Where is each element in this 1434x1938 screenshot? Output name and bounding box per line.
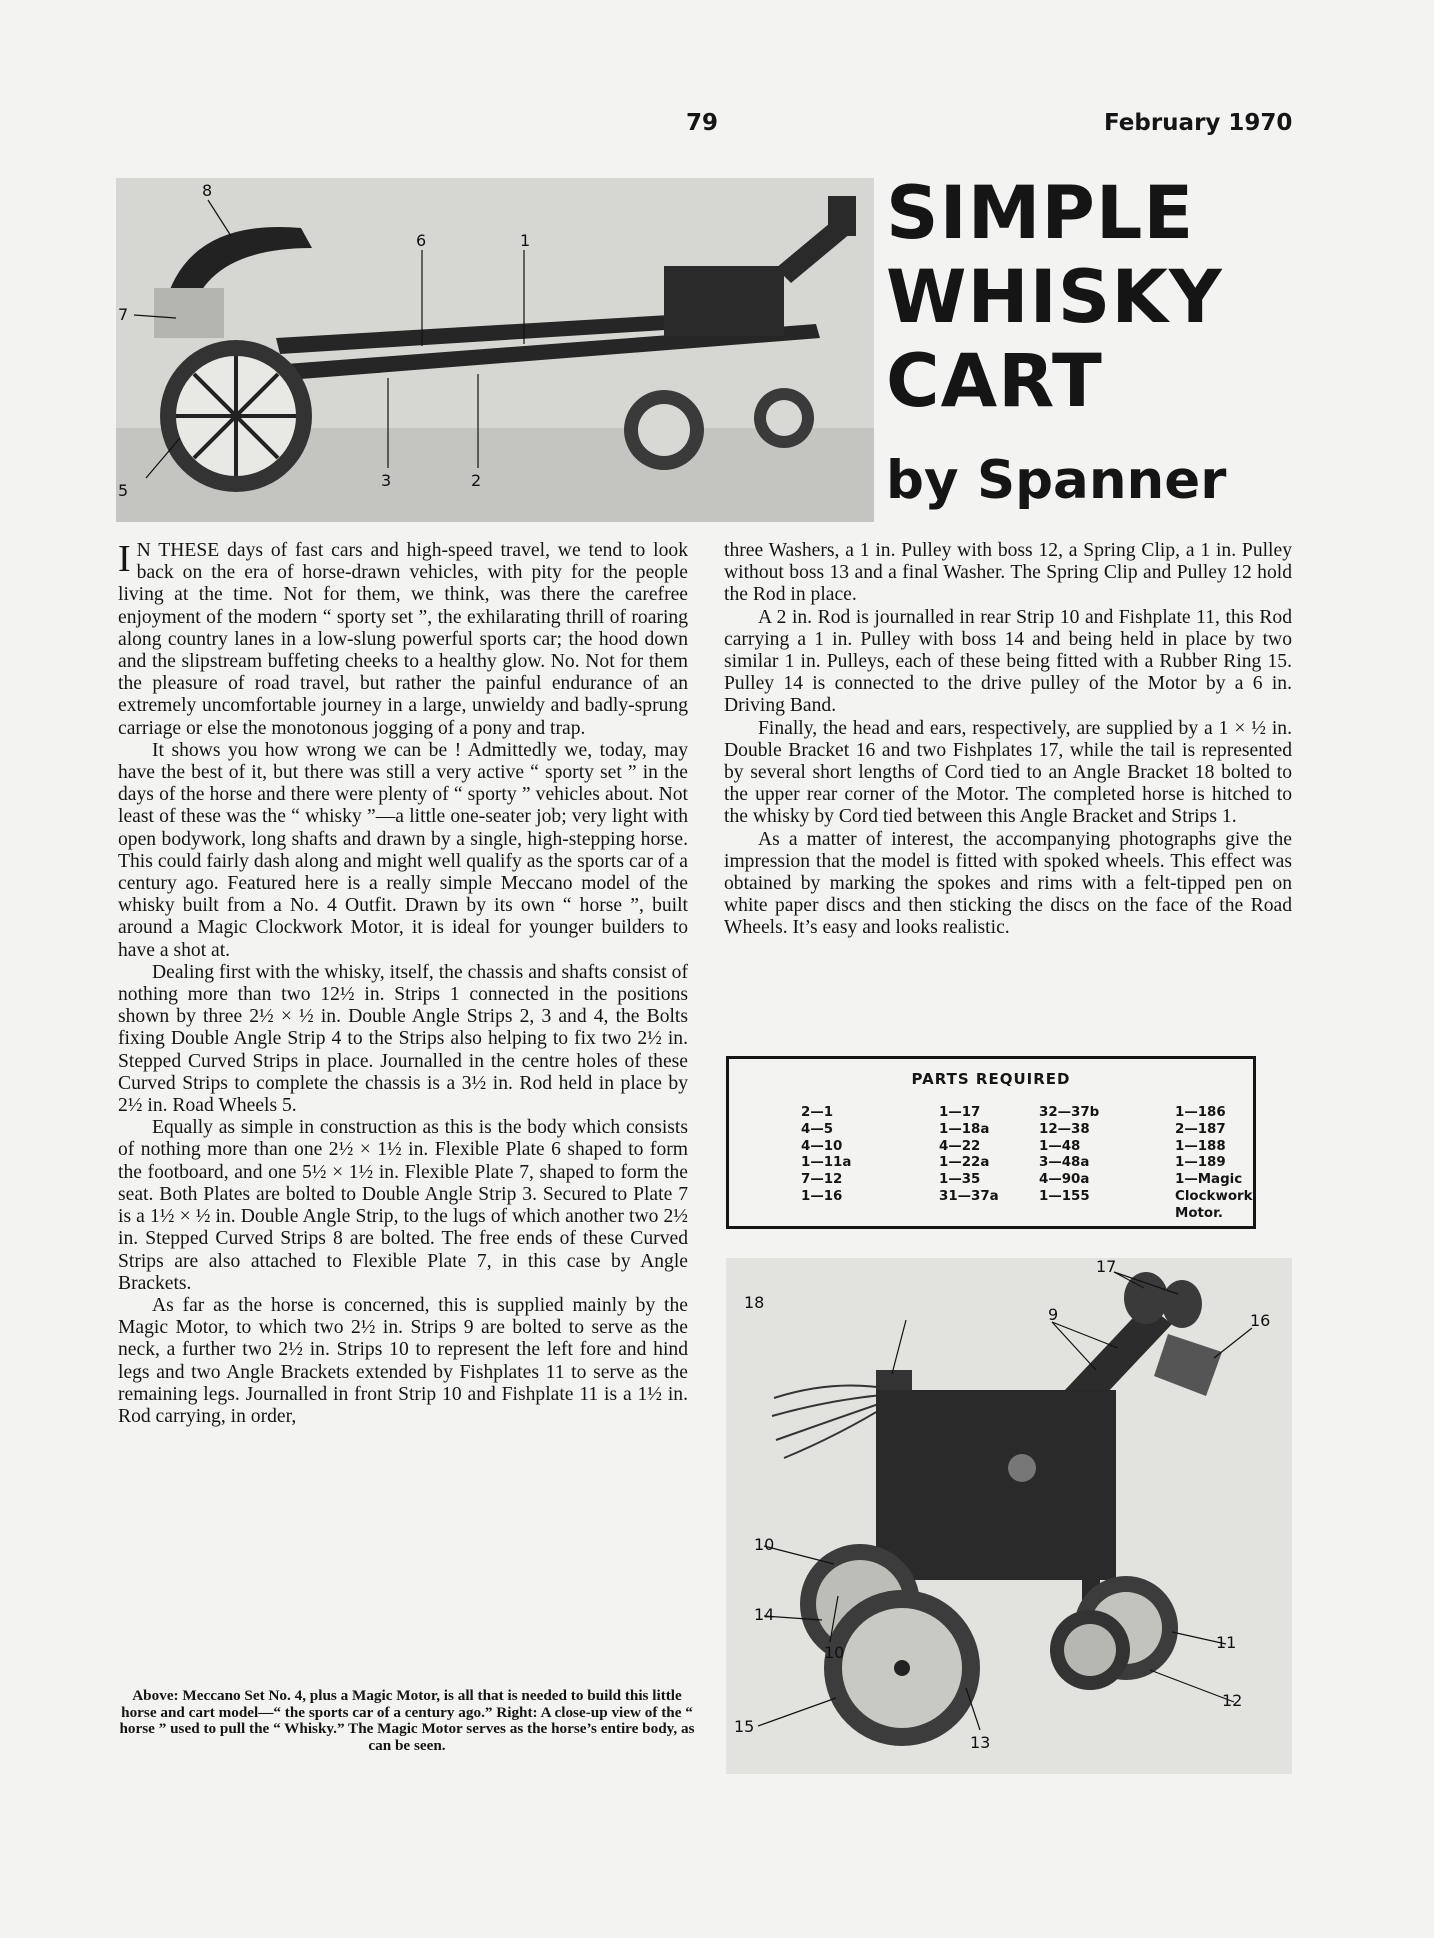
part-item: 31—37a	[939, 1188, 999, 1204]
horse-label-10-front: 10	[824, 1643, 845, 1662]
paragraph-5: As far as the horse is concerned, this is supplied mainly by the Magic Motor, to which two 2½ in. Strips 9 are bolted to serve as the neck, a further two 2½ in. Strips 10 to represent the left fore and hind legs and two Angle Brackets extended by Fishplates 11 to serve as the remaining legs. Journalled in front Strip 10 and Fishplate 11 is a 1½ in. Rod carrying, in order,	[118, 1294, 688, 1427]
part-item: 12—38	[1039, 1121, 1090, 1137]
cart-label-6: 6	[416, 231, 427, 250]
parts-column-2	[939, 1105, 999, 1206]
cart-label-7: 7	[118, 305, 129, 324]
parts-title: PARTS REQUIRED	[911, 1070, 1071, 1088]
photo-caption: Above: Meccano Set No. 4, plus a Magic Motor, is all that is needed to build this little horse and cart model—“ the sports car of a century ago.” Right: A close-up view of the “ horse ” used to pull the “ Whisky.” The Magic Motor serves as the horse’s entire body, as can be seen.	[119, 1687, 695, 1754]
title-line-1: SIMPLE	[886, 171, 1195, 256]
cart-photo	[116, 178, 874, 522]
horse-photo-drawing	[726, 1258, 1292, 1774]
horse-label-15: 15	[734, 1717, 755, 1736]
part-item: 1—18a	[939, 1121, 990, 1137]
parts-column-1	[801, 1105, 851, 1206]
part-item: 1—22a	[939, 1155, 990, 1171]
paragraph-8: Finally, the head and ears, respectively, are supplied by a 1 × ½ in. Double Bracket 16 and two Fishplates 17, while the tail is represented by several short lengths of Cord tied to an Angle Bracket 18 bolted to the upper rear corner of the Motor. The completed horse is hitched to the whisky by Cord tied between this Angle Bracket and Strips 1.	[724, 717, 1292, 828]
paragraph-6: three Washers, a 1 in. Pulley with boss 12, a Spring Clip, a 1 in. Pulley without boss 13 and a final Washer. The Spring Clip and Pulley 12 hold the Rod in place.	[724, 540, 1292, 606]
part-item: 1—188	[1175, 1138, 1226, 1154]
horse-label-9: 9	[1048, 1305, 1059, 1324]
parts-column-3	[1039, 1105, 1099, 1206]
cart-label-3: 3	[381, 471, 392, 490]
part-item: 1—11a	[801, 1155, 852, 1171]
part-item: 4—90a	[1039, 1172, 1090, 1188]
part-item: 1—48	[1039, 1138, 1081, 1154]
part-item: 1—16	[801, 1188, 843, 1204]
horse-label-12: 12	[1222, 1691, 1243, 1710]
page-number: 79	[686, 110, 719, 136]
part-item: 1—189	[1175, 1155, 1226, 1171]
article-left-column	[118, 540, 688, 1428]
horse-label-18: 18	[744, 1293, 765, 1312]
title-line-3: CART	[886, 339, 1103, 424]
horse-label-11: 11	[1216, 1633, 1237, 1652]
cart-label-1: 1	[520, 231, 531, 250]
part-item: 1—35	[939, 1172, 981, 1188]
horse-label-14: 14	[754, 1605, 775, 1624]
paragraph-9: As a matter of interest, the accompanying photographs give the impression that the model is fitted with spoked wheels. This effect was obtained by marking the spokes and rims with a felt-tipped pen on white paper discs and then sticking the discs on the face of the Road Wheels. It’s easy and looks realistic.	[724, 828, 1292, 939]
horse-label-13: 13	[970, 1733, 991, 1752]
issue-date: February 1970	[1104, 110, 1293, 136]
part-item: Motor.	[1175, 1205, 1223, 1221]
parts-required-box	[726, 1056, 1256, 1229]
part-item: Clockwork	[1175, 1188, 1253, 1204]
article-right-column	[724, 540, 1292, 940]
byline: by Spanner	[886, 450, 1227, 511]
cart-label-5: 5	[118, 481, 129, 500]
title-line-2: WHISKY	[886, 255, 1223, 340]
part-item: 4—22	[939, 1138, 981, 1154]
article-title	[886, 172, 1426, 424]
part-item: 3—48a	[1039, 1155, 1090, 1171]
part-item: 1—186	[1175, 1105, 1226, 1120]
drop-cap: I	[118, 538, 131, 580]
part-item: 4—5	[801, 1121, 834, 1137]
part-item: 2—1	[801, 1105, 834, 1120]
paragraph-2: It shows you how wrong we can be ! Admittedly we, today, may have the best of it, but there was still a very active “ sporty set ” in the days of the horse and there were plenty of “ sporty ” vehicles about. Not least of these was the “ whisky ”—a little one-seater job; very light with open bodywork, long shafts and drawn by a single, high-stepping horse. This could fairly dash along and might well qualify as the sports car of a century ago. Featured here is a really simple Meccano model of the whisky built from a No. 4 Outfit. Drawn by its own “ horse ”, built around a Magic Clockwork Motor, it is ideal for younger builders to have a shot at.	[118, 739, 688, 961]
part-item: 7—12	[801, 1172, 843, 1188]
horse-label-10-rear: 10	[754, 1535, 775, 1554]
cart-label-2: 2	[471, 471, 482, 490]
horse-label-16: 16	[1250, 1311, 1271, 1330]
paragraph-1: I N THESE days of fast cars and high-speed travel, we tend to look back on the era of horse-drawn vehicles, with pity for the people living at the time. Not for them, we think, was there the carefree enjoyment of the modern “ sporty set ”, the exhilarating thrill of roaring along country lanes in a low-slung powerful sports car; the hood down and the slipstream buffeting cheeks to a healthy glow. No. Not for them the pleasure of road travel, but rather the painful endurance of an extremely uncomfortable journey in a large, unwieldy and badly-sprung carriage or else the monotonous jogging of a pony and trap.	[118, 538, 688, 739]
part-item: 2—187	[1175, 1121, 1226, 1137]
horse-photo	[726, 1258, 1292, 1774]
part-item: 4—10	[801, 1138, 843, 1154]
paragraph-4: Equally as simple in construction as this is the body which consists of nothing more than one 2½ × 1½ in. Flexible Plate 6 shaped to form the footboard, and one 5½ × 1½ in. Flexible Plate 7, shaped to form the seat. Both Plates are bolted to Double Angle Strip 3. Secured to Plate 7 is a 1½ × ½ in. Double Angle Strip, to the lugs of which another two 2½ in. Stepped Curved Strips 8 are bolted. The free ends of these Curved Strips are also attached to Flexible Plate 7, in this case by Angle Brackets.	[118, 1117, 688, 1294]
cart-label-8: 8	[202, 181, 213, 200]
part-item: 1—Magic	[1175, 1172, 1243, 1188]
part-item: 1—155	[1039, 1188, 1090, 1204]
paragraph-3: Dealing first with the whisky, itself, the chassis and shafts consist of nothing more than two 12½ in. Strips 1 connected in the positions shown by three 2½ × ½ in. Double Angle Strips 2, 3 and 4, the Bolts fixing Double Angle Strip 4 to the Strips also helping to fix two 2½ in. Stepped Curved Strips in place. Journalled in the centre holes of these Curved Strips to complete the chassis is a 3½ in. Rod held in place by 2½ in. Road Wheels 5.	[118, 961, 688, 1117]
cart-photo-drawing	[116, 178, 874, 522]
part-item: 1—17	[939, 1105, 981, 1120]
part-item: 32—37b	[1039, 1105, 1100, 1120]
parts-column-4	[1175, 1105, 1253, 1223]
paragraph-7: A 2 in. Rod is journalled in rear Strip 10 and Fishplate 11, this Rod carrying a 1 in. Pulley with boss 14 and being held in place by two similar 1 in. Pulleys, each of these being fitted with a Rubber Ring 15. Pulley 14 is connected to the drive pulley of the Motor by a 6 in. Driving Band.	[724, 606, 1292, 717]
horse-label-17: 17	[1096, 1258, 1117, 1276]
